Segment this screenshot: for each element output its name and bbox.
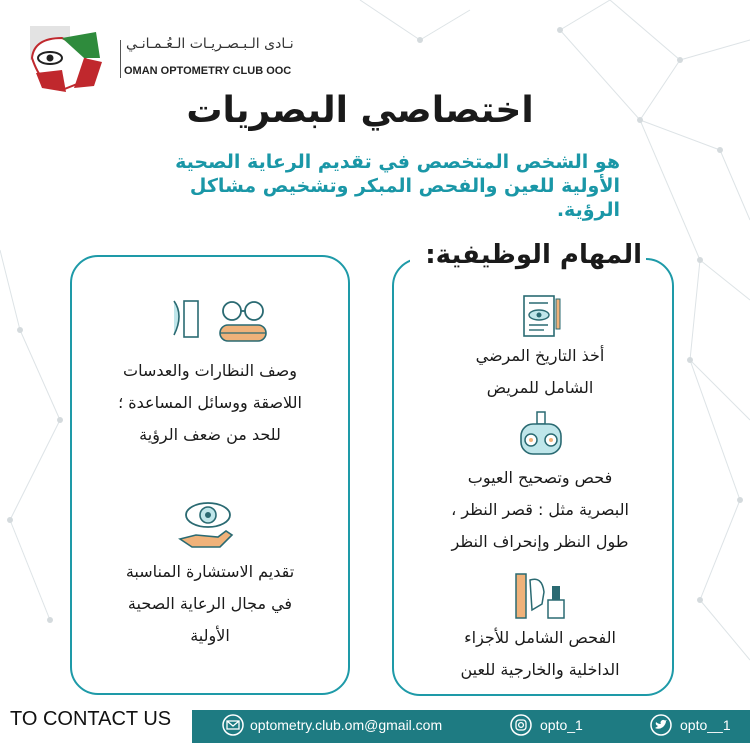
twitter-icon <box>650 714 672 736</box>
intro-text: هو الشخص المتخصص في تقديم الرعاية الصحية الأولية للعين والفحص المبكر وتشخيص مشاكل الرؤية. <box>175 151 620 221</box>
eye-care-hand-icon <box>176 495 238 551</box>
contact-label: TO CONTACT US <box>10 708 172 730</box>
logo-arabic-name: نـادى الـبـصـريـات الـعُـمـانـي <box>126 36 294 52</box>
twitter-link[interactable]: opto__1 <box>680 717 731 733</box>
right-item-2-text: فحص وتصحيح العيوب البصرية مثل : قصر النظر ، طول النظر وإنحراف النظر <box>451 468 629 551</box>
right-item-3-text: الفحص الشامل للأجزاء الداخلية والخارجية للعين <box>460 628 620 679</box>
email-link[interactable]: optometry.club.om@gmail.com <box>250 717 443 733</box>
instagram-icon <box>510 714 532 736</box>
logo-divider <box>120 40 121 78</box>
email-icon <box>222 714 244 736</box>
logo-english-name: OMAN OPTOMETRY CLUB OOC <box>124 65 292 77</box>
right-item-1-text: أخذ التاريخ المرضي الشامل للمريض <box>475 346 605 397</box>
page-title: اختصاصي البصريات <box>186 90 534 131</box>
left-item-2-text: تقديم الاستشارة المناسبة في مجال الرعاية الصحية الأولية <box>125 562 295 645</box>
tasks-heading: المهام الوظيفية: <box>410 240 646 270</box>
glasses-lens-icon <box>168 295 272 345</box>
left-item-1-text: وصف النظارات والعدسات اللاصقة ووسائل المساعدة ؛ للحد من ضعف الرؤية <box>118 361 302 444</box>
eye-report-icon <box>518 293 564 339</box>
club-logo-icon <box>22 18 118 98</box>
slit-lamp-exam-icon <box>512 570 568 622</box>
instagram-link[interactable]: opto_1 <box>540 717 583 733</box>
phoropter-icon <box>513 410 569 462</box>
